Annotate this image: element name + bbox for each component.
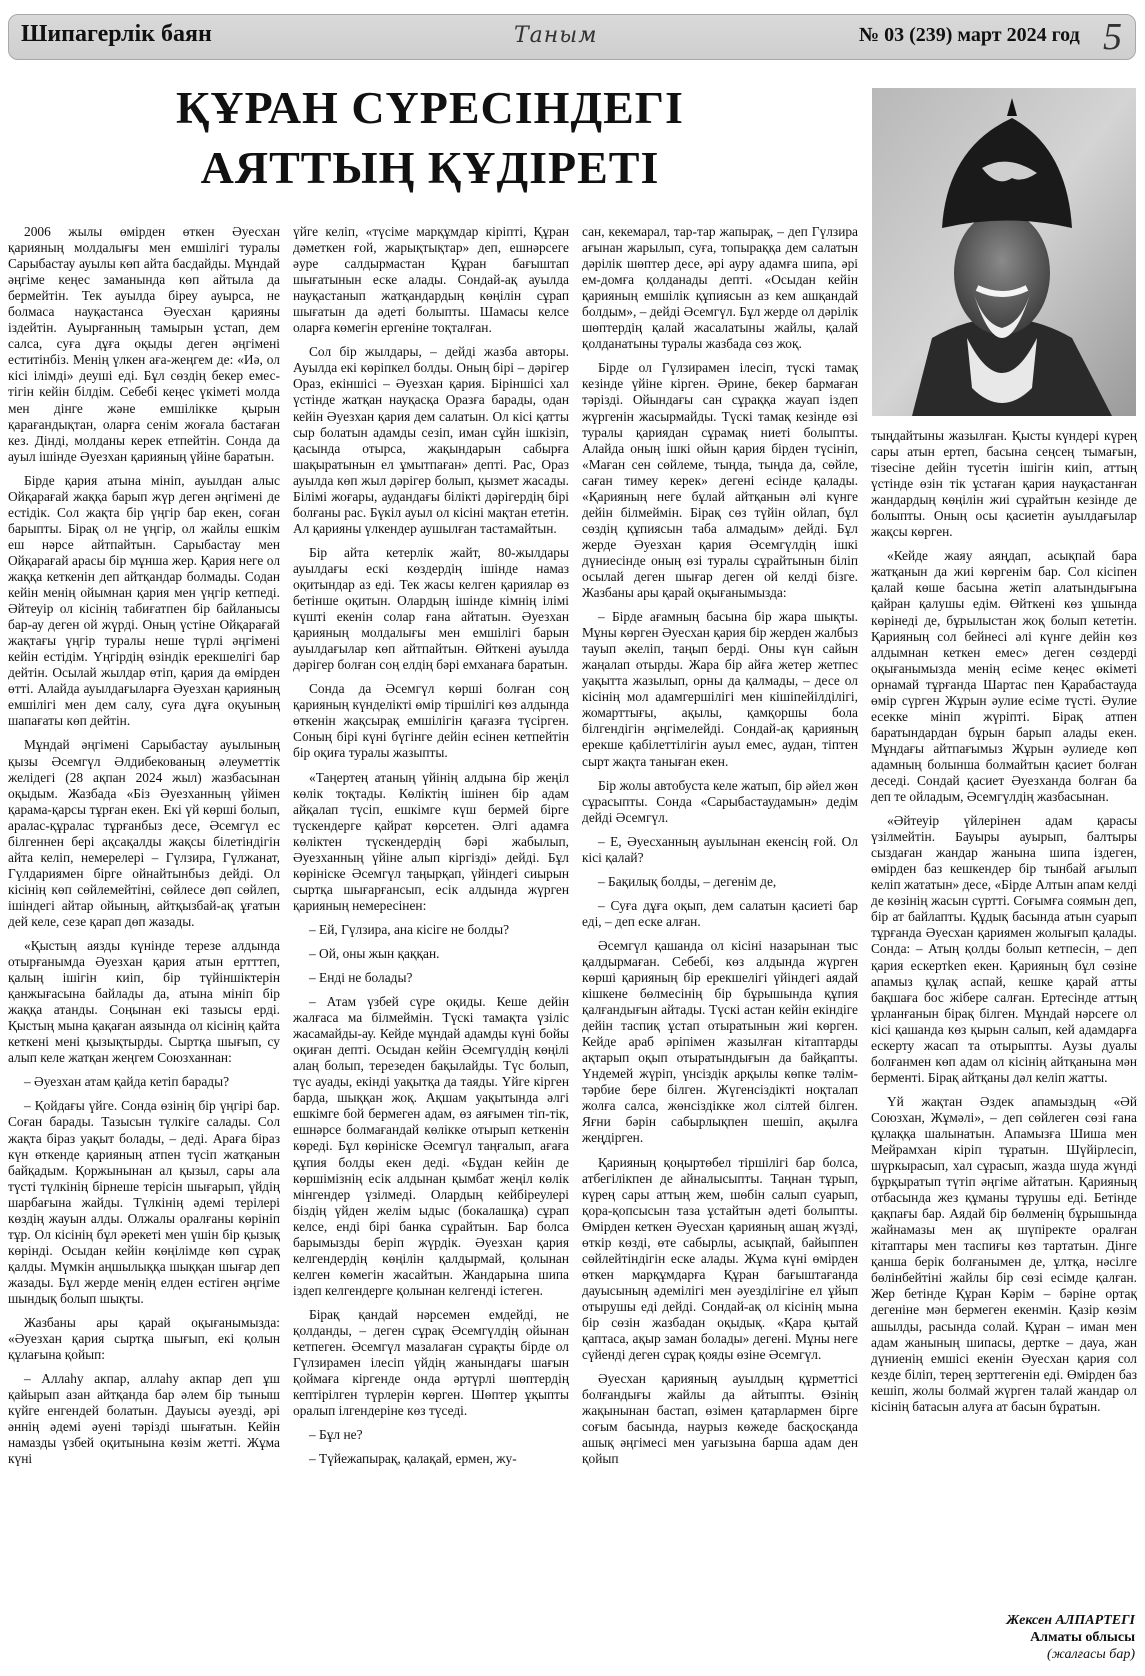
publication-name: Шипагерлік баян bbox=[21, 21, 212, 47]
paragraph: «Таңертең атаның үйінің алдына бір жеңіл көлік тоқтады. Көліктің ішінен бір адам айқалап түсіп, ешкімге күш бермей бірге түскендерге қайрат көрсетен. Әлгі адамға көліктен түскендердің бәрі жабылып, Әуезханның үйіне алып кіргізді» дейді. Бұл көрініске Әсемгүл таңырқап, үйіндегі сиырын сыртқа шығарғансып, есік алдында жүрген қарияның немересінен: bbox=[293, 769, 569, 913]
paragraph: «Әйтеуір үйлерінен адам қарасы үзілмейтін. Бауыры ауырып, балтыры сыздаған жандар жанына шипа іздеген, өмірден баз кешкендер бір тынбай ағылып келіп жататын» десе, «Бірде Алтын апам келді де көзінің жасын сүртті. Соғымға соямын деп, бір ат байлапты. Құдық басында атын суарып тұрғанда Әуесхан қариямен жолығып қалады. Сонда: – Атың қолды болып кетпесін, – деп қария ескертken екен. Қарияның бұл сөзіне апамыз құлақ аспай, кешке қарай атты бақшаға бос жібере салған. Ертесінде аттың ұрланғанын бірақ білген. Мұндай нәрсеге ол кісі қашанда көз қырын салып, кей адамдарға ескерту жасап та отырыпты. Аузы дуалы болғанмен көп адам ол кісінің айтқанына мән берменті. Бірақ айтқаны дәл келіп жатты. bbox=[871, 813, 1137, 1085]
article-signature bbox=[1006, 1612, 1135, 1663]
paragraph: тыңдайтыны жазылған. Қысты күндері күрең сары атын ертеп, басына сеңсең тымағын, тізесіне дейін түсетін ішігін киіп, аттың үстінде өзін тік ұстаған қария науқастанған жандардың көңілін жиі сұрайтын кезінде де болыпты. Оның осы қасиетін ауылдағылар жақсы көрген. bbox=[871, 428, 1137, 540]
paragraph: – Бірде ағамның басына бір жара шықты. Мұны көрген Әуесхан қария бір жерден жалбыз тауып әкеліп, таңып берді. Оны күн сайын жаңалап отырды. Жара бір айға жетер жетпес уақытта жазылып, орны да қалмады, – десе ол кісінің мол адамгершілігі мен кішіпейілділігі, жомарттығы, ақылы, қамқоршы бола білгендігін әңгімелейді. Сондай-ақ қарияның ерекше қабілеттілігін ауыл емес, аудан, тіптен сырт жақта таныған екен. bbox=[582, 609, 858, 769]
portrait-image bbox=[872, 88, 1136, 416]
paragraph: – Атам үзбей сүре оқиды. Кеше дейін жалғаса ма білмеймін. Түскі тамақта үзіліс жасамайды-ау. Кейде мұндай адамды күні бойы оқиған депті. Осыдан кейін Әсемгүлдің көңілі алаң болып, терезеден бақылайды. Түс болып, түс ауады, екінді уақытқа да таяды. Үйге кірген барда, шыққан жоқ. Ақшам уақытында әлгі ешкімге бой бермеген адам, өз аяғымен тіп-тік, ешнәрсе болмағандай көлікке отырып кеткенін көреді. Бұл көрініске Әсемгүл таңғалып, ағаға құпия болды екен деді. «Бұдан кейін де көршімізнің есік алдынан қымбат жеңіл көлік мінгендер үзілмеді. Олардың кейбіреулері біздің үйден желім ыдыс (бокалашқа) сұрап келсе, енді бірі банка сұрайтын. Бар болса барымызды беріп жүрдік. Әуезхан қария келгендердің көңілін қалдырмай, қолынан келген көмегін жасайтын. Жандарына шипа іздеп келгендерге қолынан келгенді істеген. bbox=[293, 994, 569, 1298]
paragraph: Сол бір жылдары, – дейді жазба авторы. Ауылда екі көріпкел болды. Оның бірі – дәрігер Ораз, екіншісі – Әуезхан қария. Біріншісі хал үстінде жатқан науқасқа Оразға барады, одан кейін Әуезхан қария дем салатын. Ол кісі қатты сыр болатын адамды сезіп, иман сұйн ішкізіп, қасында отырса, жақындарын сабырға шақыратынын ел ұмытпаған» депті. Рас, Ораз ауылда көп жыл дәрігер болып, қызмет жасады. Білімі жоғары, аудандағы білікті дәрігердің бірі болғаны рас. Бүкіл ауыл ол кісіні мақтан ететін. Ал қарияны үлкендер аушылған тастамайтын. bbox=[293, 344, 569, 536]
title-line-2: АЯТТЫҢ ҚҰДІРЕТІ bbox=[200, 142, 660, 193]
article-column-4 bbox=[871, 428, 1137, 1423]
paragraph: сан, кекемарал, тар-тар жапырақ, – деп Гүлзира ағынан жарылып, суға, топыраққа дем салатын дәрілік шөптер десе, әрі ауру адамға шипа, әрі ем-домға қолданады депті. «Осыдан кейін қарияның емшілік құпиясын аз кем ашқандай болдым», – дейді Әсемгүл. Бұл жерде ол дәрілік шөптердің қалай жасалатыны жайлы, қалай қолданатыны туралы жазбада сөз жоқ. bbox=[582, 224, 858, 352]
paragraph: – Енді не болады? bbox=[309, 970, 413, 986]
paragraph: Сонда да Әсемгүл көрші болған соң қарияның күнделікті өмір тіршілігі көз алдында өткенін жақсырақ емшілігін қағазға түсірген. Соның бірі күні бүгінге дейін есінен кетпейтін бір оқиға туралы жазыпты. bbox=[293, 681, 569, 761]
paragraph: – Қойдағы үйге. Сонда өзінің бір үңгірі бар. Соған барады. Тазысын түлкіге салады. Сол жақта біраз уақыт болады, – деді. Араға біраз күн өткенде қарияның атпен түсіп жатқанын байқадым. Қоржынынан ал қызыл, сары ала түсті түлкінің бірнеше терісін шығарып, үйдің шарбағына жайды. Түлкінің әдемі терілері көздің жауын алды. Олжалы оралғаны көрініп тұр. Ол кісінің бұл әрекеті мен үшін бір қызық көрінді. Осыдан кейін көңілімде көп сұрақ қалды. Мүмкін аңшылыққа шыққан шығар деп жазады. Бұл жерде менің елден естіген әңгіме шындық болып шықты. bbox=[8, 1098, 280, 1306]
paragraph: – Түйежапырақ, қалақай, ермен, жу- bbox=[309, 1451, 517, 1467]
paragraph: – Аллаһу акпар, аллаһу акпар деп ұш қайырып азан айтқанда бар әлем бір тыныш күйге енгендей болатын. Дауысы әуезді, әрі әннің әдемі әуені тәрізді шығатын. Кейін намазды үзбей оқитынына көзім жетті. Жұма күні bbox=[8, 1371, 280, 1467]
paragraph: – Бұл не? bbox=[309, 1427, 363, 1443]
paragraph: – Бақилық болды, – дегенім де, bbox=[598, 873, 777, 889]
article-column-2 bbox=[293, 224, 569, 1475]
title-line-1: ҚҰРАН СҮРЕСІНДЕГІ bbox=[176, 82, 684, 133]
portrait-photo bbox=[872, 88, 1136, 416]
page-header bbox=[8, 14, 1136, 60]
paragraph: Жазбаны ары қарай оқығанымызда: «Әуезхан қария сыртқа шығып, екі қолын құлағына қойып: bbox=[8, 1315, 280, 1363]
author-name: Жексен АЛПАРТЕГІ bbox=[1006, 1613, 1135, 1628]
author-region: Алматы облысы bbox=[1030, 1630, 1135, 1645]
paragraph: «Қыстың аязды күнінде терезе алдында отырғанымда Әуезхан қария атын ертттеп, қалың ішігін киіп, бір түйіншіктерін қанжығасына байлады да, атына мініп бір жаққа атанды. Соңынан екі тазысы ерді. Қыстың мына қақаған аязында ол кісінің қайта кеткені мені қызықтырды. Сыртқа шығып, су алып келе жатқан жеңгем Союзханнан: bbox=[8, 938, 280, 1066]
paragraph: үйге келіп, «түсіме марқұмдар кіріпті, Құран дәметкен ғой, жарықтықтар» деп, ешнәрсеге әуре салдырмастан Құран бағыштап шығатынын еске алады. Сондай-ақ ауылда науқастанып жатқандардың көңілін сұрап шығатын да әдеті болыпты. Шамасы келсе оларға көмегін ергеніне тоқталған. bbox=[293, 224, 569, 336]
paragraph: Бірде ол Гүлзирамен ілесіп, түскі тамақ кезінде үйіне кірген. Әрине, бекер бармаған тәрізді. Ойындағы сан сұраққа жауап іздеп жүргенін жасырмайды. Түскі тамақ кезінде өзі туралы қариядан сұрамақ ниеті болыпты. Алайда оның ішкі ойын қария бірден түсініп, «Маған сен сөйлеме, тыңда, тыңда да, сөйле, саған тимеу керек» дегені есінде қалады. «Қарияның неге бұлай айтқанын әлі күнге дейін білмеймін. Бірақ сөз түйін ойлап, бұл сөздің құпиясын таба алмадым» дейді. Бұл жерде Әуезхан қария Әсемгүлдің ішкі дүниесінде оның өзі туралы сұрайтынын біліп осылай деген шығар деген ой келді бізге. Жазбаны ары қарай оқығанымызда: bbox=[582, 360, 858, 601]
paragraph: – Әуезхан атам қайда кетіп барады? bbox=[24, 1074, 230, 1090]
section-name: Таным bbox=[514, 23, 598, 48]
continued-note: (жалғасы бар) bbox=[1047, 1647, 1135, 1662]
article-column-1 bbox=[8, 224, 280, 1475]
paragraph: 2006 жылы өмірден өткен Әуесхан қарияның молдалығы мен емшілігі туралы Сарыбастау ауылы көп айта басдайды. Мұндай әңгіме кеңес заманында көп айтыла да бермейтін. Тек ауылда біреу ауырса, не болмаса науқастанса Әуесхан қарияны іздейтін. Ауырғанның тамырын ұстап, дем салса, суға дұға оқыды деген әңгімені еститінбіз. Менің үлкен аға-жеңгем де: «Иә, ол кісі ілімді» деуші еді. Бұл сөздің бекер еместігін кейін білдім. Себебі кеңес үкіметі молда мен дінге және емшілікке қырын қарағандықтан, оларға сенім жоғала бастаған кез. Дінді, молданы керек етпейтін. Сонда да ауыл ішінде Әуезхан қарияның үйіне баратын. bbox=[8, 224, 280, 464]
paragraph: Мұндай әңгімені Сарыбастау ауылының қызы Әсемгүл Әлдибекованың әлеуметтік желідегі (28 ақпан 2024 жыл) жазбасынан оқыдым. Жазбада «Біз Әуезханның үйімен қарама-қарсы тұрған екен. Екі үй көрші болып, аралас-құралас тұрғанбыз десе, Әсемгүл ес білгеннен бері ақсақалды жақсы білетіндігін айта келіп, немерелері – Гүлзира, Гүлжанат, Гүлдариямен бірге ойнайтынбыз дейді. Ол кісінің көп сөйлемейтіні, сөйлесе дөп сөйлеп, ішіндегі айтар ойының, айтқызбай-ақ ұғатын дей келе, сезе қарап дөп жазады. bbox=[8, 737, 280, 929]
paragraph: Бір айта кетерлік жайт, 80-жылдары ауылдағы ескі көздердің ішінде намаз оқитындар аз еді. Тек жасы келген қариялар өз бетінше оқитын. Олардың ішінде кімнің ілімі күшті екенін солар ғана айтатын. Әуезхан қарияның молдалығы мен емшілігі барын ауылдағылар көп айтпайтын. Өйткені ауылда дәрігер болған соң елдің бәрі емханаға баратын. bbox=[293, 544, 569, 673]
issue-info: № 03 (239) март 2024 год bbox=[859, 24, 1080, 46]
article-column-3 bbox=[582, 224, 858, 1475]
paragraph: Әуесхан қарияның ауылдың құрметтісі болғандығы жайлы да айтыпты. Өзінің жақынынан бастап, өзімен қатарлармен бірге соғым басында, наурыз көжеде басқосқанда ашық әңгімесі мен уағызына барша адам ден қойып bbox=[582, 1371, 858, 1467]
paragraph: – Суға дұға оқып, дем салатын қасиеті бар еді, – деп еске алған. bbox=[582, 897, 858, 929]
paragraph: Бір жолы автобуста келе жатып, бір әйел жөн сұрасыпты. Сонда «Сарыбастаудамын» дедім дейді Әсемгүл. bbox=[582, 777, 858, 825]
paragraph: Үй жақтан Әздек апамыздың «Әй Союзхан, Жұмәлі», – деп сөйлеген сөзі ғана құлаққа шалынатын. Апамызға Шиша мен Мейрамхан кіріп тұратын. Шүйірлесіп, шүркырасып, хал сұрасып, жазда шуда жүнді бұрқыратып түтіп әңгіме айтатын. Қарияның отбасында жез құманы тұрушы еді. Бетінде қақпағы бар. Аядай бір бөлменің бұрышында жайнамазы мен ақ шүпіректе оралған кітаптары мен таспиғы көз тартатын. Дінге қанша берік болғанымен де, ұлтқа, нәсілге бөлінбейтіні жайлы бір сөзі есімде қалған. Жер бетінде Құран Кәрім – бәріне ортақ дегеніне мән бермеген екенмін. Қазір көзім ашылды, расында солай. Құран – иман мен адам жанының шипасы, дертке – дауа, жан дүниенің емшісі екенін Әуесхан қария сол кезде біліп, терең зерттегенін еді. Өмірден баз кешіп, жолы болмай жүрген талай жандар ол кісінің батасын алуға ат басын бұратын. bbox=[871, 1093, 1137, 1414]
paragraph: Бірақ қандай нәрсемен емдейді, не қолданды, – деген сұрақ Әсемгүлдің ойынан кетпеген. Әсемгүл мазалаған сұрақты бірде ол Гүлзирамен ілесіп үйдің жанындағы шағын қоймаға кіргенде онда әртүрлі шөптердің кептірілген түрлерін көрген. Шөптер ұқыпты оралып ілгендеріне көз түседі. bbox=[293, 1306, 569, 1419]
paragraph: Әсемгүл қашанда ол кісіні назарынан тыс қалдырмаған. Себебі, көз алдында жүрген көрші қарияның бір ерекшелігі үйіндегі аядай кішкене бөлмесінің бір бұрышында құпия қалғандығын айтады. Түскі астан кейін екіндіге дейін таспиқ ұстап отыратынын жиі көрген. Кейде араб әріпімен жазылған кітаптарды ақтарып оқып отыратындығын да байқапты. Үндемей жүріп, үнсіздік арқылы көпке тәлім-тәрбие бере білген. Жүгенсіздікті ноқталап жолға салса, жөнсіздікке жол сілтей білген. Яғни бәрін сабырлықпен шешіп, ақылға жеңдірген. bbox=[582, 937, 858, 1146]
article-title bbox=[60, 78, 800, 198]
paragraph: – Е, Әуесханның ауылынан екенсің ғой. Ол кісі қалай? bbox=[582, 833, 858, 865]
paragraph: – Ей, Гүлзира, ана кісіге не болды? bbox=[309, 921, 510, 937]
paragraph: – Ой, оны жын қаққан. bbox=[309, 945, 440, 961]
paragraph: Бірде қария атына мініп, ауылдан алыс Ойқарағай жаққа барып жүр деген әңгімені де естідік. Сол жақта бір үңгір бар екен, соған барыпты. Бірақ ол не үңгір, ол жайлы ешкім еш нәрсе айтпайтын. Сарыбастау мен Ойқарағай арасы бір мұнша жер. Қария неге ол жаққа кеткенін деп айтқандар болмады. Содан кейін менің ойымнан қария мен үңгір кетпеді. Әйтеуір ол кісінің табиғатпен бір байланысы бар-ау деген ой жүрді. Оның үстіне Ойқарағай жақтағы үңгір туралы неше түрлі әңгімені кейін естідім. Үңгірдің өзіндік ерекшелігі бар дейтін. Осылай жылдар өтіп, қария да өмірден өтті. Алайда ауылдағыларға Әуезхан қарияның емшілігі мен дем салу, суға дұға оқуының шапағаты көп дейтін. bbox=[8, 472, 280, 729]
page-number: 5 bbox=[1103, 16, 1122, 58]
paragraph: «Кейде жаяу аяңдап, асықпай бара жатқанын да жиі көргенім бар. Сол кісіпен қалай көше басына жетіп алатындығына қайран қалушы едім. Өйткені көз ұшында көрінеді де, бұрылыстан жоқ болып кететін. Қарияның сол бейнесі әлі күнге дейін көз алдымнан кеткен емес» деген сөздерді оқығанымызда менің есіме кеңес өкіметі орнамай тұрғанда Шартас пен Қарабастауда өмір сүрген Жұрын әулие есіме түсті. Әулие есекке мініп жүріпті. Бірақ атпен баратындардан бұрын барып алады екен. Мұндағы айтпағымыз Жұрын әулиеде көп адамның болынша болмайтын қасиет болған деседі. Сондай қасиет Әуезханда болған ба деп те ойладым, Әсемгүлдің жазбасынан. bbox=[871, 548, 1137, 805]
paragraph: Қарияның қоңыртөбел тіршілігі бар болса, атбегілікпен де айналысыпты. Таңнан тұрып, күрең сары аттың жем, шөбін салып суарып, қора-қопсысын таза ұстайтын әдеті болыпты. Өмірден кеткен Әуесхан қарияның ашаң жүзді, өткір көзді, өте сабырлы, асықпай, байыппен сөйлейтіндігін еске алады. Жұма күні өмірден өткен марқұмдарға Құран бағыштағанда дауысының әдемілігі мен әуездiлігіне ел ұйып отырушы еді дейді. Сондай-ақ ол кісінің мына бір сөзін жазбадан оқыдық. «Қара қытай қаптаса, ақыр заман болады» дегені. Мұны неге сүйенді деген сұрақ қояды өзіне Әсемгүл. bbox=[582, 1154, 858, 1363]
